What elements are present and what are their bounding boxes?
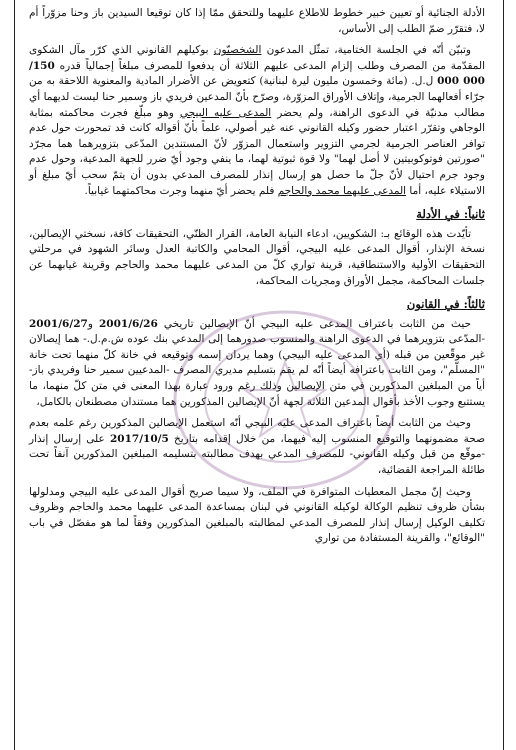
underlined-text: المدعى عليهما محمد والحاجم [277, 184, 407, 197]
text-run: على إرسال إنذار -موقّع من قبل وكيله القانوني- للمصرف المدعي بهدف مطالبته بتسليمه المبلغين المذكورين آنفاً تحت طائلة المراجعة القضائية، [29, 432, 485, 477]
text-run: و [87, 317, 99, 330]
paragraph-evidence [29, 227, 485, 289]
amount-figure: /150 000 000 [29, 59, 485, 88]
text-run: بوكيلهم القانوني الذي كرّر مآل الشكوى المقدّمة من المصرف وطلب إلزام المدعى عليهم الثلاثة أن يدفعوا للمصرف مبلغاً إجمالياً قدره [29, 44, 485, 72]
paragraph-law-3 [29, 485, 485, 547]
underlined-text: المدعى عليه البيجي [179, 106, 272, 119]
text-run: وتبيّن أنّه في الجلسة الختامية، تمثّل المدعون [261, 44, 471, 57]
text-run: حيث من الثابت باعتراف المدعى عليه البيجي أنّ الإيصالين تاريخي [157, 317, 471, 330]
section-heading-evidence: ثانياً: في الأدلة [416, 207, 485, 222]
text-run: فلم يحضر أيّ منهما وجرت محاكمتهما غيابياً. [84, 184, 278, 197]
document-page [14, 0, 504, 750]
date-figure: 2017/10/5 [109, 432, 169, 445]
paragraph-law-2 [29, 416, 485, 478]
text-run: وحيث من الثابت أيضاً باعتراف المدعى عليه البيجي أنّه استعمل الإيصالين المذكورين رغم علمه بعدم صحة مضمونهما والتوقيع المنسوب إليه فيهما، من خلال إقدامه بتاريخ [29, 417, 485, 445]
paragraph-intro-2 [29, 43, 485, 199]
paragraph-intro-1 [29, 6, 485, 37]
date-figure: 2001/6/27 [29, 317, 88, 330]
text-run: الأدلة الجنائية أو تعيين خبير خطوط للاطلاع عليهما وللتحقق ممّا إذا كان توقيعا السيدين باز وحنا مزوّراً أم لا، فتقرّر ضمّ الطلب إلى الأساس، [29, 7, 485, 35]
section-heading-law: ثالثاً: في القانون [406, 297, 485, 312]
text-run: وحيث إنّ مجمل المعطيات المتوافرة في الملف، ولا سيما صريح أقوال المدعى عليه البيجي ومدلولها بشأن ظروف تنظيم الوكالة لوكيله القانوني في لبنان بمساعدة المدعى عليهما محمد والحاجم وظروف تكليف الوكيل إرسال إنذار للمصرف المدعي لمطالبته بالمبلغين المذكورين وفقاً لما هو مفصّل في باب "الوقائع"، والقرينة المستفادة من تواري [29, 485, 485, 545]
text-run: -المدّعى بتزويرهما في الدعوى الراهنة والمنسوب صدورهما إلى المدعي بنك عوده ش.م.ل.- هما إيصالان غير موقّعين من قبله (أي المدعى عليه البيجي) وهما يردان إسمه وتوقيعه في خانة كلّ منهما تحت خانة "المسلّم"، ومن الثابت باعترافه أيضاً أنّه لم يقم بتسليم مديري المصرف -المدعيين سمير حنا وفريدي باز- أياً من المبلغين المذكورين في متن الإيصالين وذلك رغم ورود عبارة بهذا المعنى في متن كلّ منهما، ما يستتبع وجوب الأخذ بأقوال المدعين الثلاثة لجهة أنّ الإيصالين المذكورين هما مستندان مصطنعان بالكامل، [29, 333, 485, 408]
paragraph-law-1 [29, 317, 485, 411]
text-run: وهو مبلّغ فجرت محاكمته بمثابة الوجاهي وتقرّر اعتبار حضور وكيله القانوني عنه غير أصولي، علماً بأنّ أقواله كانت قد تمحورت حول عدم توافر العناصر الجرمية لجرمي التزوير واستعمال المزوّر لأنّ المستندين المدّعى بتزويرهما هما مجرّد "صورتين فوتوكوبيتين لا أصل لهما" ولا قوة ثبوتية لهما، ما ينفي وجود أيّ ضرر للجهة المدعية، وحول عدم وجود جرم احتيال لأنّ جلّ ما حصل هو إرسال إنذار للمصرف المدعي بدون أن يتمّ سحب أيّ مبلغ أو الاستيلاء عليه، أما [29, 106, 485, 197]
text-run: ل.ل. (مائة وخمسون مليون ليرة لبنانية) كتعويض عن الأضرار المادية والمعنوية اللاحقة به من جرّاء أفعالهما الجرمية، وإتلاف الأوراق المزوّرة، وصرّح بأنّ المدعين فريدي باز وسمير حنا ليست لديهما أي مطالب مدنيّة في الدعوى الراهنة، ولم يحضر [29, 75, 485, 119]
date-figure: 2001/6/26 [98, 317, 158, 330]
underlined-text: الشخصيّون [213, 44, 262, 57]
document-body [15, 0, 503, 547]
text-run: تأيّدت هذه الوقائع بـ: الشكويين، ادعاء النيابة العامة، القرار الظنّي، التحقيقات كافة، نسختي الإيصالين، نسخة الإنذار، أقوال المدعى عليه البيجي، أقوال المحامي والكاتبة العدل وسائر الشهود في مرحلتي التحقيقات الأولية والاستنطاقية، قرينة تواري كلّ من المدعى عليهما محمد والحاجم وقرينة غيابهما عن جلسات المحاكمة، مجمل الأوراق ومجريات المحاكمة، [29, 227, 485, 287]
